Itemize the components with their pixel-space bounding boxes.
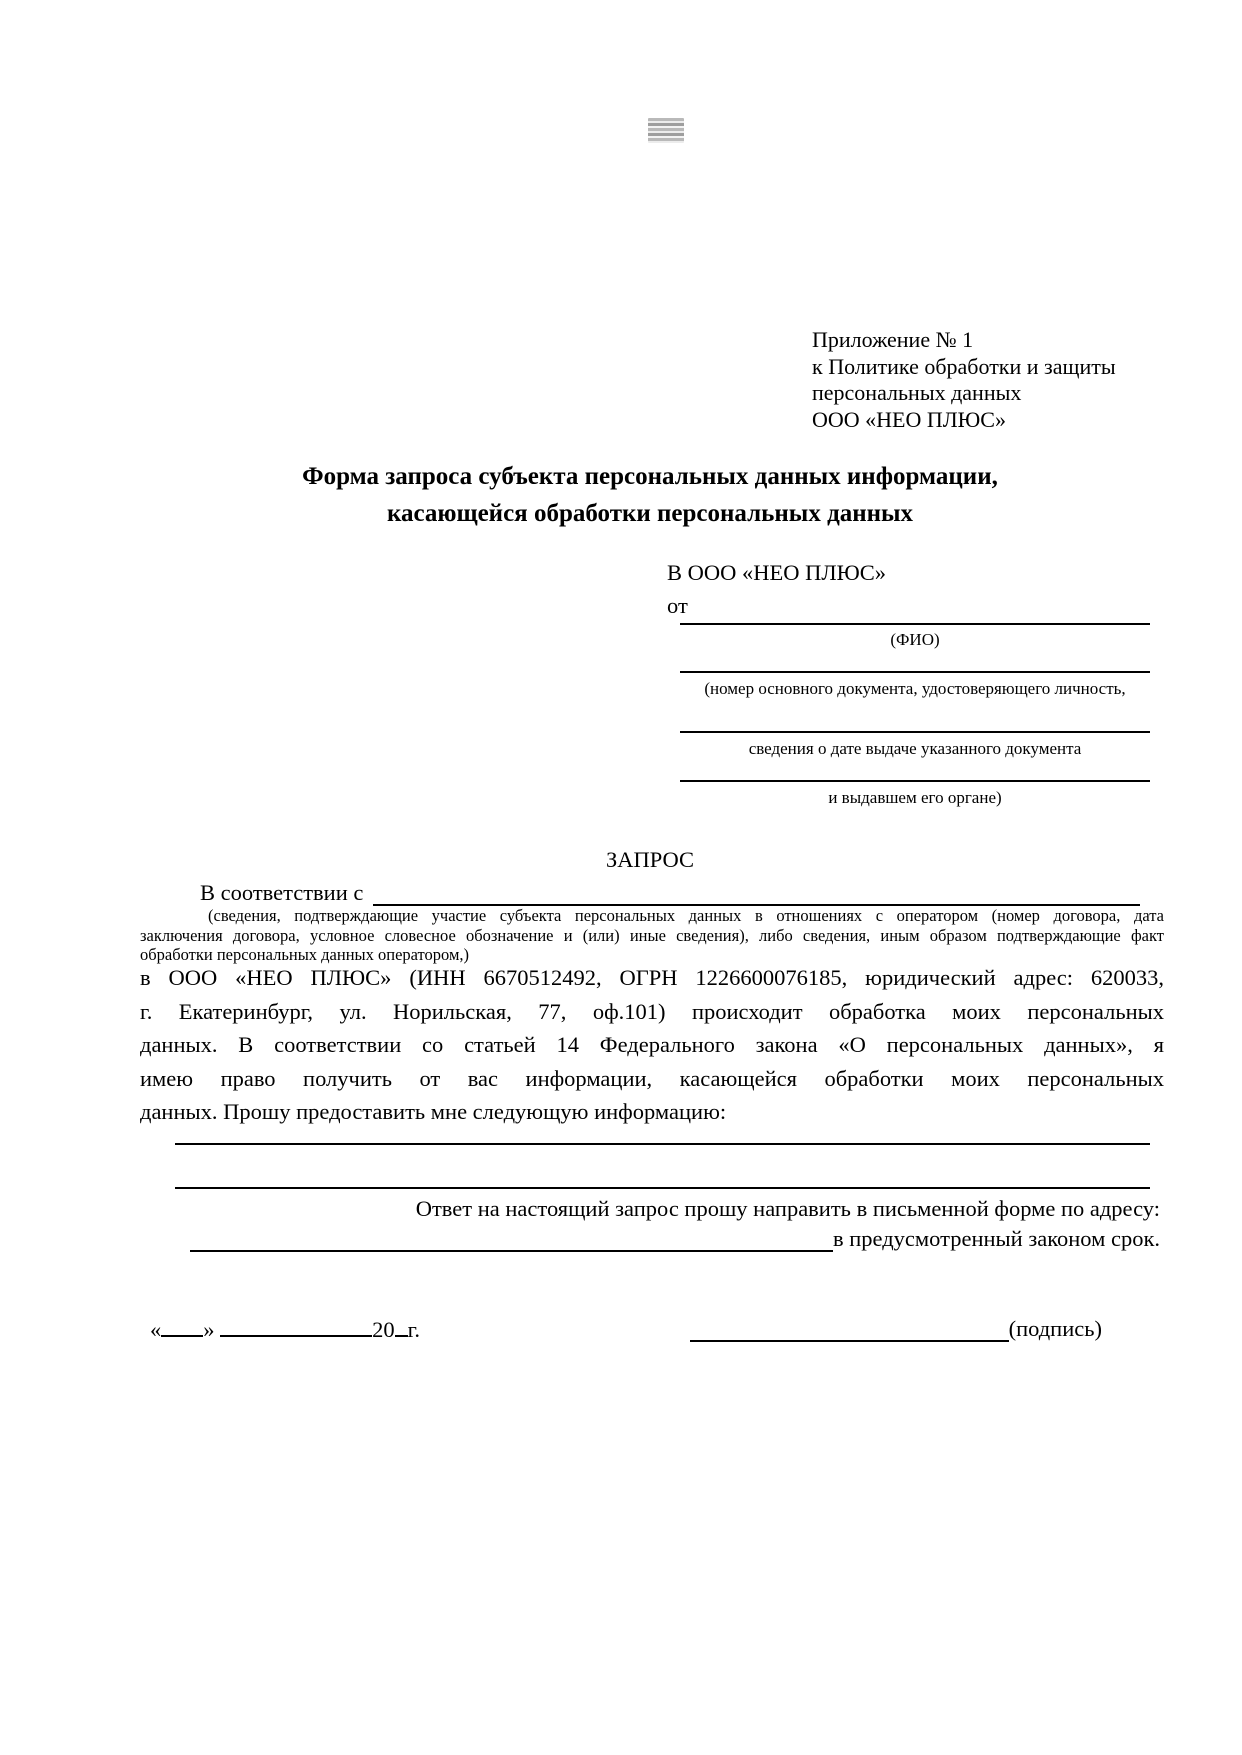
body-line: данных. Прошу предоставить мне следующую информацию: xyxy=(140,1099,727,1124)
body-line: в ООО «НЕО ПЛЮС» (ИНН 6670512492, ОГРН 1226600076185, юридический адрес: 620033, xyxy=(140,965,1164,990)
intro-row xyxy=(200,876,1140,910)
id-doc-blank-line-2 xyxy=(680,731,1150,733)
request-body xyxy=(140,961,1164,1129)
date-quote-close: » xyxy=(203,1316,215,1342)
document-title-line: касающейся обработки персональных данных xyxy=(386,500,914,527)
document-title xyxy=(140,458,1160,532)
signature-block xyxy=(690,1312,1102,1346)
date-year-suffix: г. xyxy=(407,1316,420,1342)
appendix-line: Приложение № 1 xyxy=(812,327,974,352)
id-doc-blank-line-3 xyxy=(680,780,1150,782)
addressee-to: В ООО «НЕО ПЛЮС» xyxy=(667,560,887,585)
id-doc-caption-1: (номер основного документа, удостоверяющего личность, xyxy=(704,679,1126,698)
body-line: г. Екатеринбург, ул. Норильская, 77, оф.101) происходит обработка моих персональных xyxy=(140,998,1164,1024)
intro-text: В соответствии с xyxy=(200,880,364,905)
reply-address-blank-line xyxy=(190,1250,833,1252)
appendix-line: персональных данных xyxy=(812,380,1022,405)
footnote-line: заключения договора, условное словесное обозначение и (или) иные сведения), либо сведения, иным образом подтверждающие факт xyxy=(140,925,1164,945)
date-block xyxy=(150,1312,420,1346)
id-doc-caption-3: и выдавшем его органе) xyxy=(828,788,1002,807)
signature-blank-line xyxy=(690,1340,1009,1342)
intro-footnote xyxy=(140,906,1164,965)
body-line: данных. В соответствии со статьей 14 Федерального закона «О персональных данных», я xyxy=(140,1032,1164,1057)
document-title-line: Форма запроса субъекта персональных данных информации, xyxy=(302,463,998,490)
fio-blank-line xyxy=(680,623,1150,625)
date-quote-open: « xyxy=(150,1316,162,1342)
date-blank-year-digits xyxy=(395,1312,408,1337)
appendix-block xyxy=(812,327,1212,433)
reply-address-row xyxy=(190,1222,1160,1256)
signature-caption: (подпись) xyxy=(1008,1316,1102,1341)
appendix-line: к Политике обработки и защиты xyxy=(812,353,1116,379)
footnote-line: (сведения, подтверждающие участие субъекта персональных данных в отношениях с оператором (номер договора, дата xyxy=(208,906,1164,925)
reply-instruction: Ответ на настоящий запрос прошу направить в письменной форме по адресу: xyxy=(415,1196,1160,1221)
fio-caption: (ФИО) xyxy=(890,630,940,649)
id-doc-caption-2: сведения о дате выдаче указанного документа xyxy=(748,739,1082,758)
reply-tail: в предусмотренный законом срок. xyxy=(833,1226,1160,1251)
date-year: 20 xyxy=(372,1316,395,1342)
footnote-line: обработки персональных данных оператором,) xyxy=(140,945,470,964)
date-blank-month xyxy=(220,1312,372,1337)
appendix-line: ООО «НЕО ПЛЮС» xyxy=(812,406,1006,432)
embedded-image xyxy=(648,118,684,143)
request-heading: ЗАПРОС xyxy=(605,847,695,872)
date-blank-day xyxy=(161,1312,203,1337)
id-doc-blank-line-1 xyxy=(680,671,1150,673)
info-blank-line-2 xyxy=(175,1187,1150,1189)
addressee-from-label: от xyxy=(667,593,688,618)
body-line: имею право получить от вас информации, касающейся обработки моих персональных xyxy=(140,1065,1164,1091)
info-blank-line-1 xyxy=(175,1143,1150,1145)
